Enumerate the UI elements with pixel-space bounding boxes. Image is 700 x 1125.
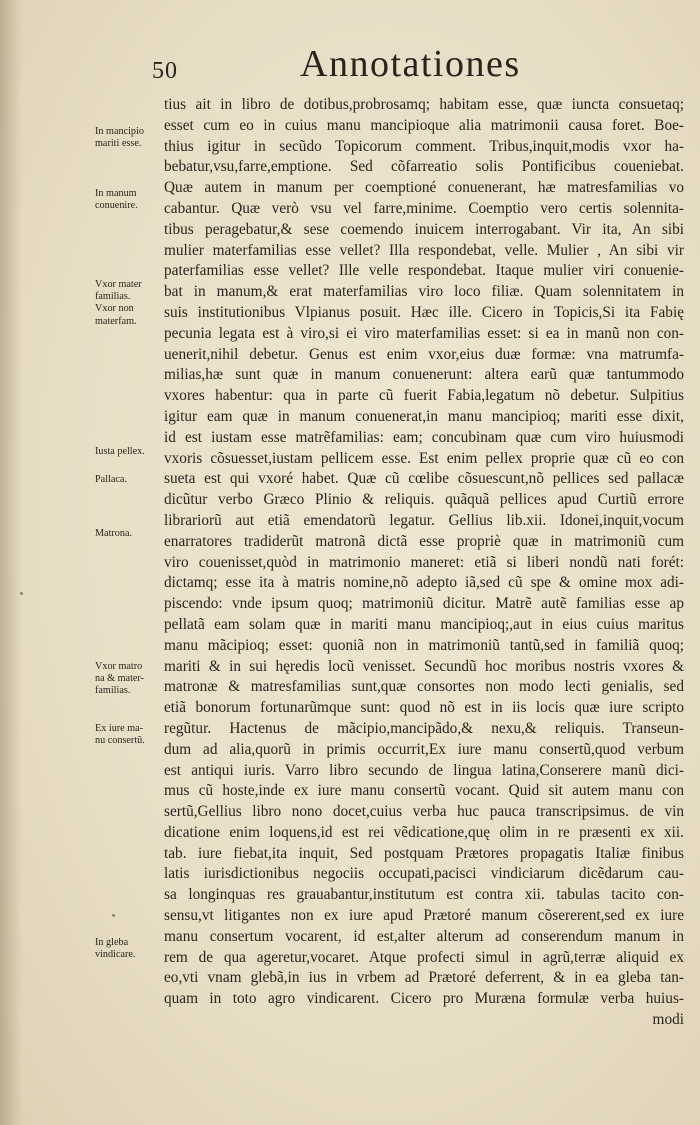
text-line: sa longinquas res grauabantur,institutum est contra xii. tabulas tacito con- xyxy=(164,886,684,904)
margin-note-in-manum xyxy=(95,188,167,212)
text-line: milias,hæ sunt quæ in manum conuenerunt: altera earũ quæ tantummodo xyxy=(164,366,684,384)
main-text-block xyxy=(164,95,684,1031)
margin-note-line: conuenire. xyxy=(95,200,138,212)
text-line: tab. iure fiebat,ita inquit, Sed postquam Prætores propagatis Italiæ finibus xyxy=(164,844,684,862)
margin-note-line: Pallaca. xyxy=(95,474,127,485)
text-line: dicũtur verbo Græco Plinio & reliquis. quãquã pellices apud Curtiũ errore xyxy=(164,491,684,509)
text-line: thius igitur in secũdo Topicorum comment. Tribus,inquit,modis vxor ha- xyxy=(164,137,684,155)
margin-note-pallaca xyxy=(95,474,167,486)
text-line: dicatione enim loquens,id est rei vẽdicatione,quę olim in re præsenti ex xii. xyxy=(164,823,684,841)
text-line: etiã bonorum fortunarũmque sunt: quod nõ est in iis locis quæ iure scripto xyxy=(164,699,684,717)
text-line: mulier materfamilias esse vellet? Illa respondebat, velle. Mulier , An sibi vir xyxy=(164,241,684,259)
running-title: Annotationes xyxy=(300,43,521,85)
text-line: igitur eam quæ in manum conuenerat,in manu mancipioq; mariti esse dixit, xyxy=(164,407,684,425)
text-line: regũtur. Hactenus de mãcipio,mancipãdo,& nexu,& reliquis. Transeun- xyxy=(164,719,684,737)
text-line: dum ad alia,quorũ in primis occurrit,Ex iure manu consertũ,quod verbum xyxy=(164,740,684,758)
text-line: latis iurisdictionibus negociis occupati,pacisci vindiciarum dicẽdarum cau- xyxy=(164,865,684,883)
margin-note-line: Matrona. xyxy=(95,528,133,539)
text-line: bat in manum,& erat materfamilias viro loco filiæ. Quam solennitatem in xyxy=(164,283,684,301)
text-line: matronæ & matresfamilias sunt,quæ consortes non modo lecti genialis, sed xyxy=(164,678,684,696)
text-line: cabantur. Quæ verò vsu vel farre,minime. Coemptio vero certis solennita- xyxy=(164,199,684,217)
margin-note-line: In gleba xyxy=(95,937,129,948)
margin-note-in-gleba xyxy=(95,937,167,961)
text-line: bebatur,vsu,farre,emptione. Sed cõfarreatio solis Pontificibus coueniebat. xyxy=(164,158,684,176)
text-line: rem de qua ageretur,vocaret. Atque profecti simul in agrũ,terræ aliquid ex xyxy=(164,948,684,966)
text-line: manu mãcipioq; esset: quoniã non in matrimoniũ tantũ,sed in familiã quoq; xyxy=(164,636,684,654)
margin-note-line: Ex iure ma- xyxy=(95,723,144,734)
text-line: piscendo: vnde ipsum quoq; matrimoniũ dicitur. Matrẽ autẽ familias esse ap xyxy=(164,595,684,613)
margin-note-vxor-materfamilias xyxy=(95,279,167,328)
text-line: pecunia legata est à viro,si ei viro materfamilias esset: si ea in manũ non con- xyxy=(164,324,684,342)
margin-note-line: In manum xyxy=(95,188,137,199)
text-line: dictamq; esse ita à matris nomine,nõ adepto iã,sed cũ spe & omine mox adi- xyxy=(164,574,684,592)
margin-note-line: vindicare. xyxy=(95,949,136,961)
page-number: 50 xyxy=(152,58,178,84)
paper-speck xyxy=(112,914,115,917)
margin-note-line: Vxor mater xyxy=(95,279,142,290)
text-line: uenerit,nihil debetur. Genus est enim vxor,eius duæ formæ: vna matrumfa- xyxy=(164,345,684,363)
text-line: viro couenisset,quòd in matrimonio maneret: etiã si liberi nondũ nati forét: xyxy=(164,553,684,571)
text-line: eo,vti vnam glebã,in ius in vrbem ad Prætoré deferrent, & in ea gleba tan- xyxy=(164,969,684,987)
text-line: enarratores tradiderũt matronã dictã esse propriè quæ in matrimoniũ cum xyxy=(164,532,684,550)
text-line: manu consertum vocarent, id est,alter alterum ad conserendum manum in xyxy=(164,927,684,945)
margin-note-line: In mancipio xyxy=(95,126,144,137)
gutter-shadow xyxy=(0,0,22,1125)
text-line: Quæ autem in manum per coemptioné conuenerant, hæ matresfamilias vo xyxy=(164,179,684,197)
margin-note-line: nu consertũ. xyxy=(95,735,145,747)
margin-note-line: na & mater- xyxy=(95,673,145,685)
margin-note-line: familias. xyxy=(95,291,131,303)
margin-note-line: mariti esse. xyxy=(95,138,142,150)
margin-note-line: Vxor non xyxy=(95,303,134,315)
text-line: mariti & in sui hęredis locũ venisset. Secundũ hoc moribus nostris vxores & xyxy=(164,657,684,675)
text-line: id est iustam esse matrẽfamilias: eam; concubinam quæ cum viro huiusmodi xyxy=(164,428,684,446)
text-line: sensu,vt litigantes non ex iure apud Prætoré manum cõsererent,sed ex iure xyxy=(164,907,684,925)
text-line: sertũ,Gellius libro nono docet,cuius verba huc pauca transcripsimus. de vin xyxy=(164,803,684,821)
text-line: modi xyxy=(652,1011,684,1029)
text-line: tibus peragebatur,& sese coemendo inuicem interrogabant. Vir ita, An sibi xyxy=(164,220,684,238)
text-line: quam in toto agro vindicarent. Cicero pro Muræna formulæ verba huius- xyxy=(164,990,684,1008)
text-line: pellatã eam solam quæ in mariti manu mancipioq;,aut in eius cuius maritus xyxy=(164,615,684,633)
text-line: mus cũ hoste,inde ex iure manu consertũ vocant. Quid sit autem manu con xyxy=(164,782,684,800)
text-line: paterfamilias esse vellet? Ille velle respondebat. Itaque mulier viri conuenie- xyxy=(164,262,684,280)
margin-note-matrona xyxy=(95,528,167,540)
margin-note-vxor-matrona xyxy=(95,661,167,698)
margin-note-line: Iusta pellex. xyxy=(95,446,145,457)
text-line: vxoris cõsuesset,iustam pellicem esse. Est enim pellex proprie quæ cũ eo con xyxy=(164,449,684,467)
paper-speck xyxy=(20,592,23,595)
text-line: suis institutionibus Vlpianus posuit. Hæc ille. Cicero in Topicis,Si ita Fabię xyxy=(164,303,684,321)
text-line: est antiqui iuris. Varro libro secundo de lingua latina,Conserere manũ dici- xyxy=(164,761,684,779)
text-line: tius ait in libro de dotibus,probrosamq; habitam esse, quæ iuncta consuetaq; xyxy=(164,96,684,113)
margin-note-iusta-pellex xyxy=(95,446,167,458)
margin-note-ex-iure-manu xyxy=(95,723,167,747)
margin-note-line: Vxor matro xyxy=(95,661,143,672)
margin-note-line: materfam. xyxy=(95,315,137,327)
text-line: vxores habentur: qua in parte cũ fuerit Fabia,legatum nõ debetur. Sulpitius xyxy=(164,387,684,405)
text-line: sueta est qui vxoré habet. Quæ cũ cœlibe cõsuescunt,nõ pellices sed pallacæ xyxy=(164,470,684,488)
margin-note-line: familias. xyxy=(95,685,131,697)
text-line: esset cum eo in cuius manu mancipioque alia matrimonii causa foret. Boe- xyxy=(164,116,684,134)
text-line: librariorũ aut etiã emendatorũ legatur. Gellius lib.xii. Idonei,inquit,vocum xyxy=(164,511,684,529)
margin-note-in-mancipio xyxy=(95,126,167,150)
